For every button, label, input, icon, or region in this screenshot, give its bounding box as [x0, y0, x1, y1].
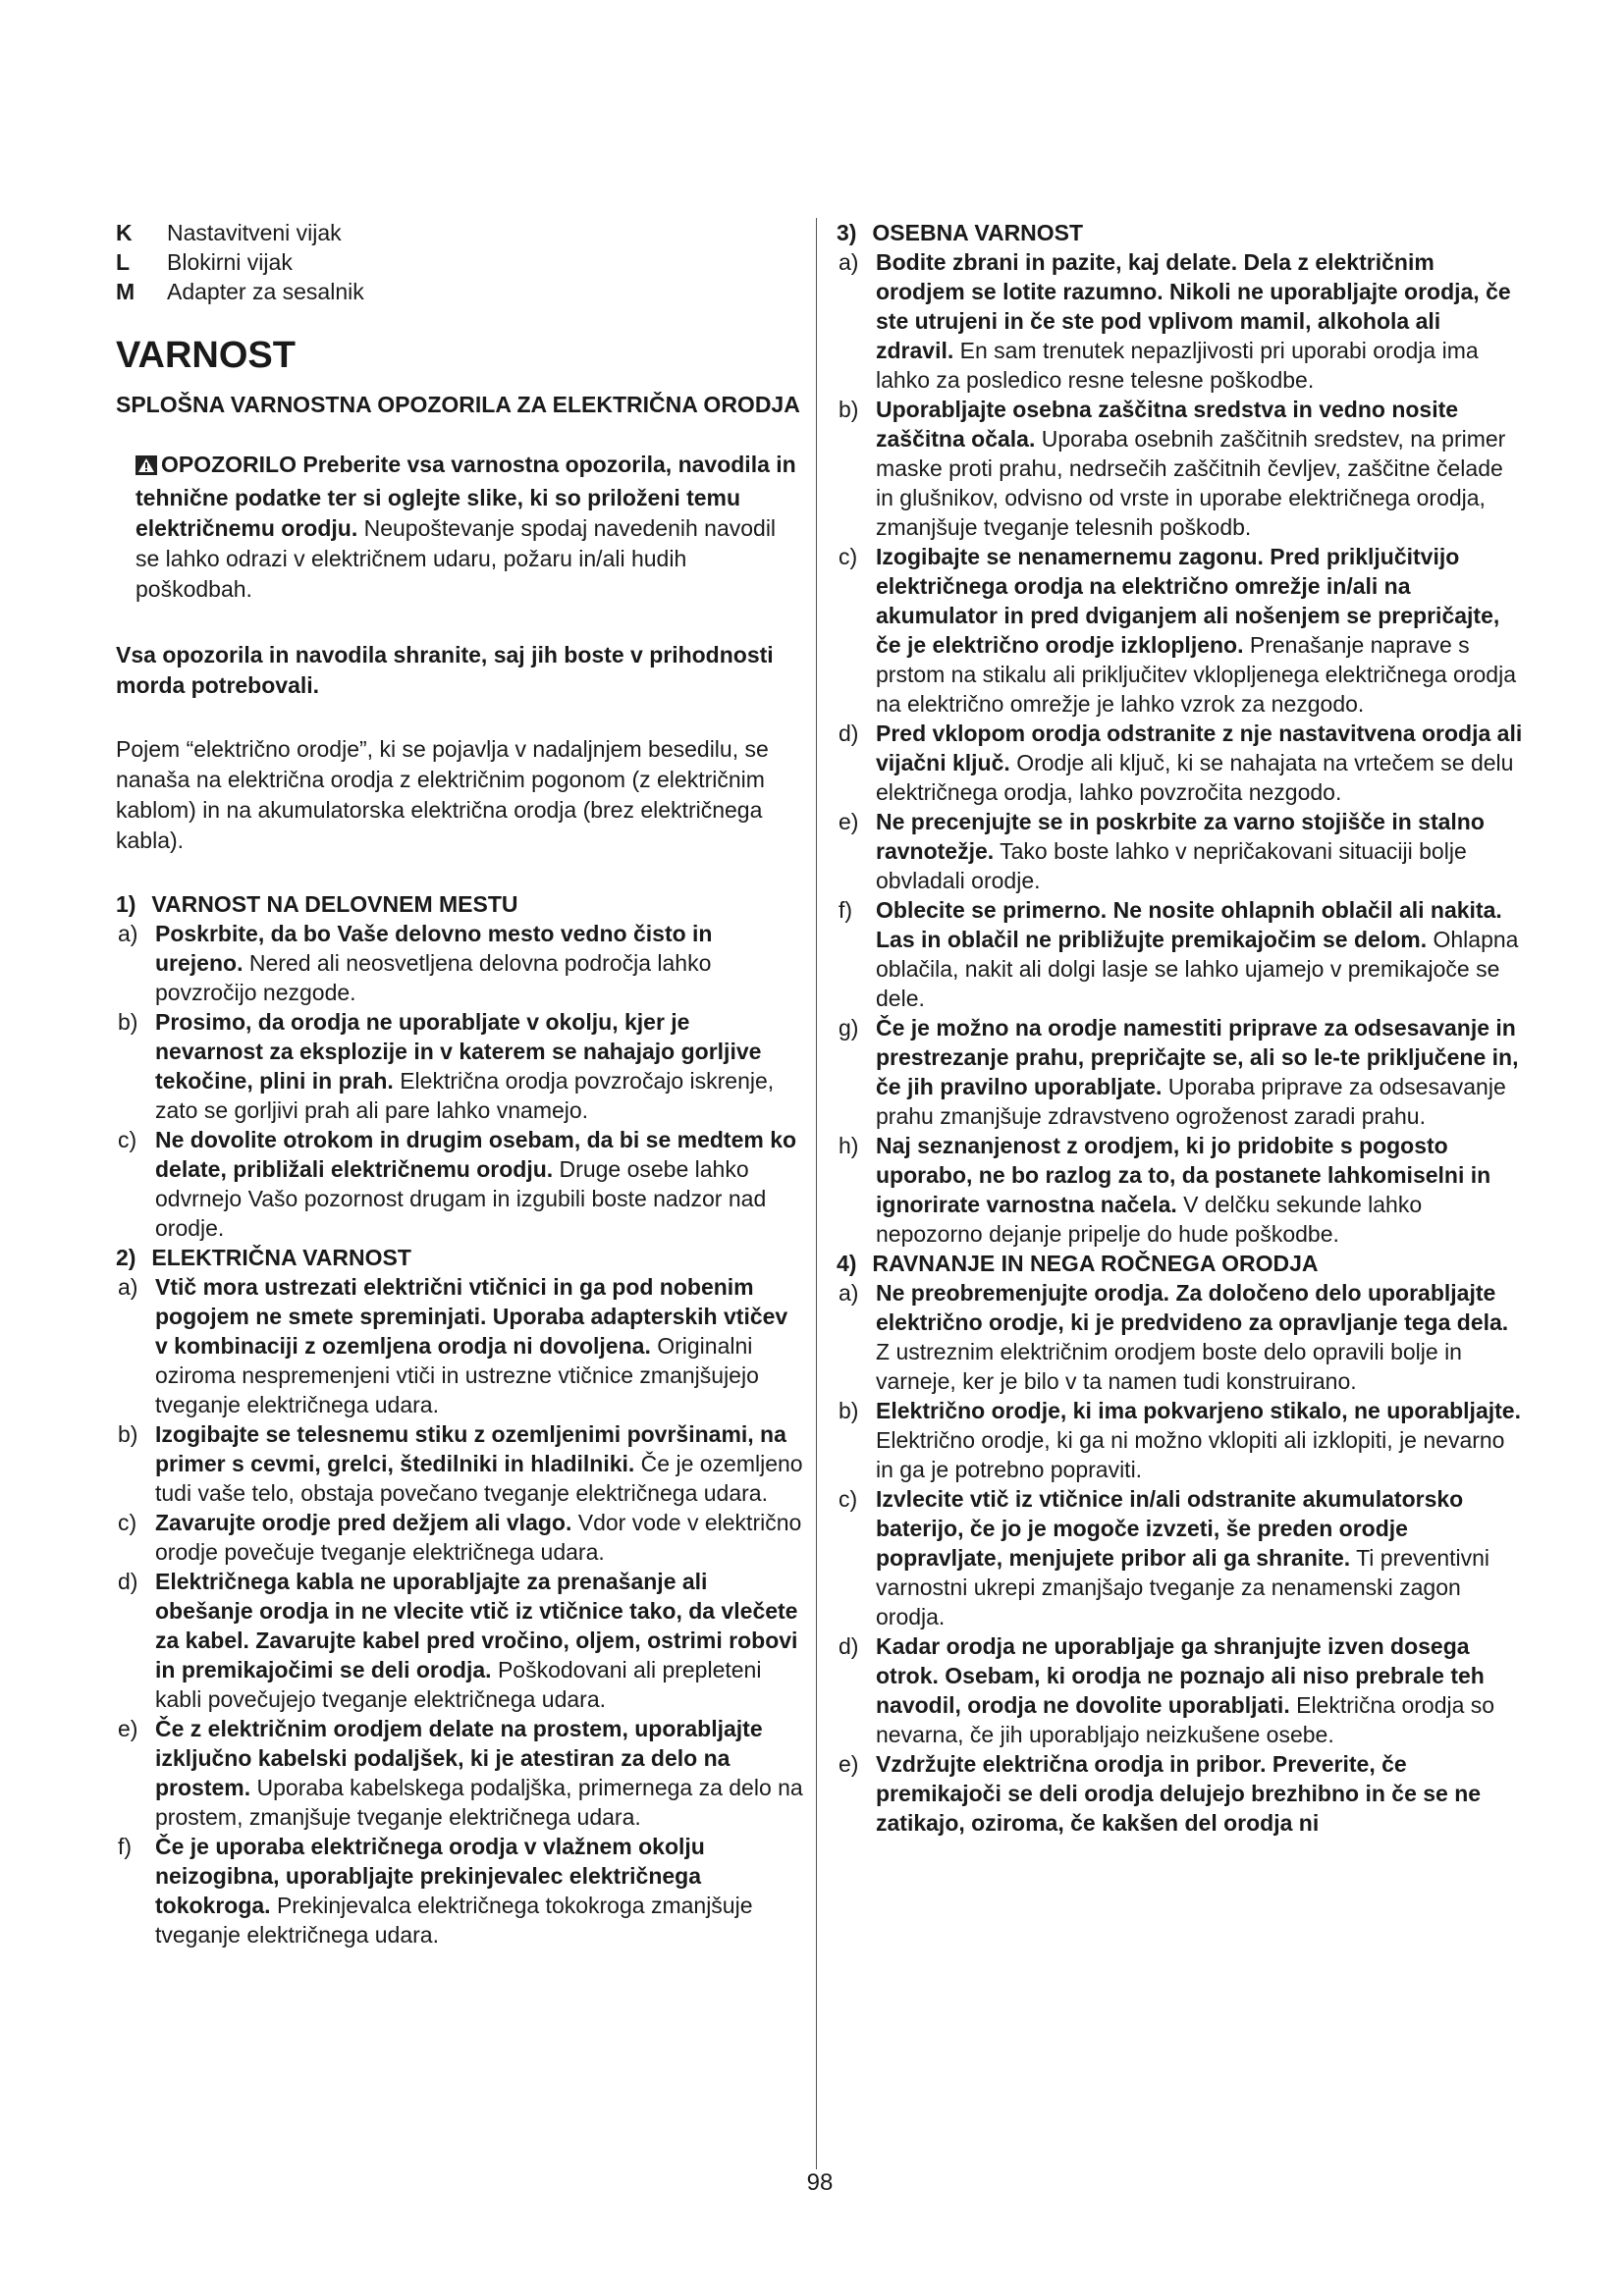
item-text: Originalni oziroma nespremenjeni vtiči in ustrezne vtičnice zmanjšujejo tveganje električnega udara. [155, 1333, 759, 1417]
item-bold: Izvlecite vtič iz vtičnice in/ali odstranite akumulatorsko baterijo, če jo je mogoče izvzeti, še preden orodje popravljate, menjujete pribor ali ga shranite. [876, 1486, 1464, 1571]
item-text: Poškodovani ali prepleteni kabli povečujejo tveganje električnega udara. [155, 1657, 762, 1712]
item-letter: d) [839, 721, 859, 746]
list-item [837, 1631, 1524, 1749]
list-item [116, 1007, 803, 1125]
list-item [837, 895, 1524, 1013]
list-item [837, 395, 1524, 542]
item-bold: Prosimo, da orodja ne uporabljate v okolju, kjer je nevarnost za eksplozije in v katerem se nahajajo gorljive tekočine, plini in prah. [155, 1009, 762, 1094]
legend-label: Adapter za sesalnik [167, 279, 364, 304]
section-number: 3) [837, 220, 857, 245]
item-bold: Uporabljajte osebna zaščitna sredstva in vedno nosite zaščitna očala. [876, 397, 1459, 452]
item-text: Električno orodje, ki ga ni možno vklopiti ali izklopiti, je nevarno in ga je potrebno popraviti. [876, 1427, 1505, 1482]
list-item [837, 542, 1524, 719]
legend-key: L [116, 249, 131, 275]
page-number: 98 [806, 2169, 834, 2196]
item-text: Z ustreznim električnim orodjem boste delo opravili bolje in varneje, ker je bilo v ta namen tudi konstruirano. [876, 1339, 1462, 1394]
item-text: V delčku sekunde lahko nepozorno dejanje pripelje do hude poškodbe. [876, 1192, 1423, 1247]
item-bold: Vtič mora ustrezati električni vtičnici in ga pod nobenim pogojem ne smete spreminjati. Uporaba adapterskih vtičev v kombinaciji z ozemljena orodja ni dovoljena. [155, 1274, 788, 1359]
list-item [837, 247, 1524, 395]
list-item [116, 1419, 803, 1508]
column-divider [816, 218, 817, 2169]
item-text: Prekinjevalca električnega tokokroga zmanjšuje tveganje električnega udara. [155, 1893, 753, 1948]
item-text: Vdor vode v električno orodje povečuje tveganje električnega udara. [155, 1510, 802, 1565]
item-letter: d) [839, 1633, 859, 1659]
list-item [837, 807, 1524, 895]
item-letter: b) [118, 1421, 138, 1447]
item-bold: Če z električnim orodjem delate na prostem, uporabljajte izključno kabelski podaljšek, ki je atestiran za delo na prostem. [155, 1716, 763, 1800]
item-letter: e) [839, 809, 859, 834]
item-letter: b) [118, 1009, 138, 1035]
legend-key: K [116, 220, 133, 245]
item-letter: e) [839, 1751, 859, 1777]
section-4 [837, 1249, 1524, 1838]
item-text: Tako boste lahko v nepričakovani situaciji bolje obvladali orodje. [876, 838, 1467, 893]
section-3 [837, 218, 1524, 1249]
section-title: ELEKTRIČNA VARNOST [151, 1245, 411, 1270]
item-bold: Poskrbite, da bo Vaše delovno mesto vedno čisto in urejeno. [155, 921, 713, 976]
item-bold: Zavarujte orodje pred dežjem ali vlago. [155, 1510, 572, 1535]
section-number: 1) [116, 891, 136, 917]
list-item [837, 1396, 1524, 1484]
item-text: Električna orodja povzročajo iskrenje, zato se gorljivi prah ali pare lahko vnamejo. [155, 1068, 775, 1123]
item-letter: a) [839, 249, 859, 275]
item-letter: d) [118, 1569, 138, 1594]
list-item [837, 1484, 1524, 1631]
legend [116, 218, 803, 306]
item-letter: g) [839, 1015, 859, 1041]
item-bold: Ne precenjujte se in poskrbite za varno stojišče in stalno ravnotežje. [876, 809, 1485, 864]
list-item [116, 1832, 803, 1949]
item-letter: e) [118, 1716, 138, 1741]
section-subtitle: SPLOŠNA VARNOSTNA OPOZORILA ZA ELEKTRIČNA ORODJA [116, 392, 800, 417]
list-item [837, 1131, 1524, 1249]
warning-block [135, 450, 803, 605]
item-letter: c) [118, 1510, 137, 1535]
item-text: Orodje ali ključ, ki se nahajata na vrtečem se delu električnega orodja, lahko povzročita nezgodo. [876, 750, 1514, 805]
item-letter: b) [839, 397, 859, 422]
left-column [116, 218, 803, 1949]
list-item [116, 1125, 803, 1243]
section-heading [116, 889, 803, 919]
warning-bold: OPOZORILO Preberite vsa varnostna opozorila, navodila in tehnične podatke ter si oglejte slike, ki so priloženi temu električnemu orodju. [135, 452, 796, 541]
section-title: VARNOST NA DELOVNEM MESTU [151, 891, 518, 917]
item-bold: Kadar orodja ne uporabljaje ga shranjujte izven dosega otrok. Osebam, ki orodja ne poznajo ali niso prebrale teh navodil, orodja ne dovolite uporabljati. [876, 1633, 1485, 1718]
warning-text: Neupoštevanje spodaj navedenih navodil se lahko odrazi v električnem udaru, požaru in/ali hudih poškodbah. [135, 515, 777, 602]
item-letter: c) [839, 544, 858, 569]
item-letter: a) [118, 921, 138, 946]
list-item [837, 1749, 1524, 1838]
item-bold: Ne preobremenjujte orodja. Za določeno delo uporabljajte električno orodje, ki je predvideno za opravljanje tega dela. [876, 1280, 1509, 1335]
section-1 [116, 889, 803, 1243]
item-bold: Električnega kabla ne uporabljajte za prenašanje ali obešanje orodja in ne vlecite vtič iz vtičnice tako, da vlečete za kabel. Zavarujte kabel pred vročino, oljem, ostrimi robovi in premikajočimi se deli orodja. [155, 1569, 798, 1682]
definition-paragraph: Pojem “električno orodje”, ki se pojavlja v nadaljnjem besedilu, se nanaša na električna orodja z električnim pogonom (z električnim kablom) in na akumulatorska električna orodja (brez električnega kabla). [116, 736, 769, 853]
section-title: RAVNANJE IN NEGA ROČNEGA ORODJA [872, 1251, 1319, 1276]
legend-row [116, 218, 803, 247]
item-text: Električna orodja so nevarna, če jih uporabljajo neizkušene osebe. [876, 1692, 1495, 1747]
legend-key: M [116, 279, 135, 304]
warning-triangle-icon [135, 453, 157, 483]
item-letter: b) [839, 1398, 859, 1423]
keep-notice [116, 640, 803, 701]
section-heading [837, 218, 1524, 247]
item-text: Uporaba priprave za odsesavanje prahu zmanjšuje zdravstveno ogroženost zaradi prahu. [876, 1074, 1506, 1129]
list-item [837, 1278, 1524, 1396]
page-title: VARNOST [116, 335, 296, 376]
item-text: Ti preventivni varnostni ukrepi zmanjšajo tveganje za nenamenski zagon orodja. [876, 1545, 1490, 1629]
list-item [837, 1013, 1524, 1131]
legend-row [116, 247, 803, 277]
item-bold: Električno orodje, ki ima pokvarjeno stikalo, ne uporabljajte. [876, 1398, 1521, 1423]
item-bold: Izogibajte se telesnemu stiku z ozemljenimi površinami, na primer s cevmi, grelci, štedilniki in hladilniki. [155, 1421, 786, 1476]
list-item [116, 1272, 803, 1419]
item-letter: f) [839, 897, 853, 923]
list-item [116, 1567, 803, 1714]
keep-notice-text: Vsa opozorila in navodila shranite, saj jih boste v prihodnosti morda potrebovali. [116, 642, 774, 698]
item-text: Nered ali neosvetljena delovna področja lahko povzročijo nezgode. [155, 950, 712, 1005]
item-text: Ohlapna oblačila, nakit ali dolgi lasje se lahko ujamejo v premikajoče se dele. [876, 927, 1519, 1011]
section-title: OSEBNA VARNOST [872, 220, 1084, 245]
item-letter: a) [839, 1280, 859, 1306]
item-letter: c) [839, 1486, 858, 1512]
item-text: En sam trenutek nepazljivosti pri uporabi orodja ima lahko za posledico resne telesne poškodbe. [876, 338, 1479, 393]
item-text: Če je ozemljeno tudi vaše telo, obstaja povečano tveganje električnega udara. [155, 1451, 803, 1506]
list-item [116, 1508, 803, 1567]
section-number: 4) [837, 1251, 857, 1276]
section-number: 2) [116, 1245, 136, 1270]
item-text: Druge osebe lahko odvrnejo Vašo pozornost drugam in izgubili boste nadzor nad orodje. [155, 1156, 767, 1241]
item-letter: h) [839, 1133, 859, 1158]
item-text: Prenašanje naprave s prstom na stikalu ali priključitev vklopljenega električnega orodja na električno omrežje je lahko vzrok za nezgodo. [876, 632, 1516, 717]
item-bold: Pred vklopom orodja odstranite z nje nastavitvena orodja ali vijačni ključ. [876, 721, 1523, 775]
item-text: Uporaba osebnih zaščitnih sredstev, na primer maske proti prahu, nedrsečih zaščitnih čevljev, zaščitne čelade in glušnikov, odvisno od vrste in uporabe električnega orodja, zmanjšuje tveganje telesnih poškodb. [876, 426, 1506, 540]
item-letter: f) [118, 1834, 133, 1859]
item-bold: Vzdržujte električna orodja in pribor. Preverite, če premikajoči se deli orodja delujejo brezhibno in če se ne zatikajo, oziroma, če kakšen del orodja ni [876, 1751, 1482, 1836]
item-bold: Če je možno na orodje namestiti priprave za odsesavanje in prestrezanje prahu, prepričajte se, ali so le-te priključene in, če jih pravilno uporabljate. [876, 1015, 1519, 1099]
section-heading [837, 1249, 1524, 1278]
item-letter: a) [118, 1274, 138, 1300]
list-item [837, 719, 1524, 807]
legend-label: Nastavitveni vijak [167, 220, 342, 245]
item-text: Uporaba kabelskega podaljška, primernega za delo na prostem, zmanjšuje tveganje električnega udara. [155, 1775, 803, 1830]
item-bold: Če je uporaba električnega orodja v vlažnem okolju neizogibna, uporabljajte prekinjevalec električnega tokokroga. [155, 1834, 705, 1918]
list-item [116, 1714, 803, 1832]
item-bold: Ne dovolite otrokom in drugim osebam, da bi se medtem ko delate, približali električnemu orodju. [155, 1127, 797, 1182]
right-column [837, 218, 1524, 1838]
legend-label: Blokirni vijak [167, 249, 293, 275]
item-bold: Izogibajte se nenamernemu zagonu. Pred priključitvijo električnega orodja na električno omrežje in/ali na akumulator in pred dviganjem ali nošenjem se prepričajte, če je električno orodje izklopljeno. [876, 544, 1500, 658]
item-bold: Naj seznanjenost z orodjem, ki jo pridobite s pogosto uporabo, ne bo razlog za to, da postanete lahkomiselni in ignorirate varnostna načela. [876, 1133, 1491, 1217]
section-heading [116, 1243, 803, 1272]
item-bold: Oblecite se primerno. Ne nosite ohlapnih oblačil ali nakita. Las in oblačil ne približujte premikajočim se delom. [876, 897, 1502, 952]
item-letter: c) [118, 1127, 137, 1152]
legend-row [116, 277, 803, 306]
item-bold: Bodite zbrani in pazite, kaj delate. Dela z električnim orodjem se lotite razumno. Nikoli ne uporabljajte orodja, če ste utrujeni in če ste pod vplivom mamil, alkohola ali zdravil. [876, 249, 1511, 363]
list-item [116, 919, 803, 1007]
section-2 [116, 1243, 803, 1949]
